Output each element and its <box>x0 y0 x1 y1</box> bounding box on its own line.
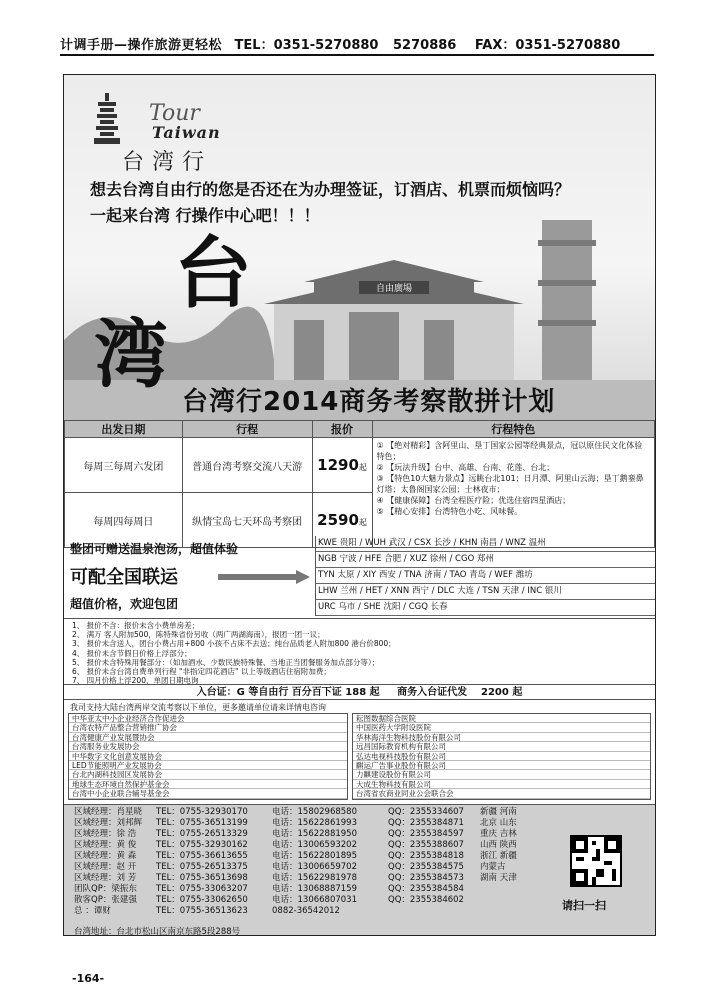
logo-taiwan-text: Taiwan <box>152 123 221 142</box>
list-item: 麒运广告事业股份有限公司 <box>353 761 650 770</box>
visa-label: 入台证：G 等自由行 百分百下证 188 起 <box>196 687 380 698</box>
list-item: 耘图数据综合医院 <box>353 714 650 723</box>
list-item: 远昌国际教育机构有限公司 <box>353 742 650 751</box>
note-item: 6、 报价未含台湾自费单列行程 "非指定四花酒店" 以上等级酒店住宿附加费； <box>72 667 331 677</box>
contact-row: 区域经理：刘邦辉 TEL：0755-36513199 电话：15622861993 QQ：2355384871 北京 山东 <box>74 818 517 828</box>
list-item: TYN 太原 / XIY 西安 / TNA 济南 / TAO 青岛 / WEF 潍坊 <box>316 568 655 584</box>
page-header <box>60 34 654 56</box>
contact-directory <box>64 804 655 935</box>
schedule-route: 普通台湾考察交流八天游 <box>182 438 312 493</box>
contact-row: 区域经理：赵 开 TEL：0755-26513375 电话：13006659702 QQ：2355384575 内蒙古 <box>74 862 506 872</box>
note-item: 3、 报价未含送人，团台小费占用+800 小孩不占床不去送；纯台品质老人附加800 港台价800； <box>72 639 396 649</box>
contact-row: 散客QP：张建强 TEL：0755-33062650 电话：13066807031 QQ：2355384602 <box>74 895 464 905</box>
advert-frame <box>63 74 656 936</box>
qr-code-icon <box>572 837 620 885</box>
orgs-list-right <box>352 713 651 800</box>
col-header-route: 行程 <box>182 421 312 438</box>
feature-item: ① 【绝对精彩】含阿里山、垦丁国家公园等经典景点，冠以原住民文化体验特色； <box>376 441 643 461</box>
schedule-route: 纵情宝岛七天环岛考察团 <box>182 493 312 548</box>
note-item: 5、 报价未含特殊用餐部分：（如加酒水、少数民族特殊餐、当地正当团餐服务加点部分等）； <box>72 657 380 667</box>
schedule-header-row <box>65 421 655 438</box>
page-number: -164- <box>72 972 105 985</box>
list-item: 中国医药大学附设医院 <box>353 723 650 732</box>
promo-hot-spring: 整团可赠送温泉泡汤，超值体验 <box>70 542 239 556</box>
contact-row: 团队QP：梁振东 TEL：0755-33063207 电话：13068887159 QQ：2355384584 <box>74 884 464 894</box>
hero-question-1: 想去台湾自由行的您是否还在为办理签证，订酒店、机票而烦恼吗？ <box>90 180 571 199</box>
contact-row: 区域经理：徐 浩 TEL：0755-26513329 电话：15622881950 QQ：2355384597 重庆 吉林 <box>74 829 517 839</box>
header-tel-2: 5270886 <box>393 38 457 53</box>
gate-plaque: 自由廣場 <box>375 284 413 294</box>
taiwan-tour-logo <box>94 93 244 173</box>
orgs-heading: 我司支持大陆台湾两岸交流考察以下单位，更多邀请单位请来详情电咨询 <box>70 703 326 712</box>
feature-item: ③ 【特色10大魅力景点】远眺台北101；日月潭、阿里山云海；垦丁鹅銮鼻灯塔；太鲁阁国家公园；士林夜市； <box>376 474 644 494</box>
col-header-features: 行程特色 <box>372 421 655 438</box>
orgs-list-left <box>68 713 348 800</box>
col-header-date: 出发日期 <box>65 421 183 438</box>
list-item: 中华亚太中小企业经济合作促进会 <box>69 714 347 723</box>
list-item: 台湾服务业发展协会 <box>69 742 347 751</box>
list-item: 大成生物科技有限公司 <box>353 780 650 789</box>
hero-title: 台湾行2014商务考察散拼计划 <box>182 387 556 417</box>
big-char-tai: 台 <box>174 228 253 319</box>
contact-row: 区域经理：黄 俊 TEL：0755-32930162 电话：13006593202 QQ：2355388607 山西 陕西 <box>74 840 517 850</box>
hero-banner <box>64 75 655 420</box>
price-unit: 起 <box>358 518 367 527</box>
feature-item: ④ 【健康保障】台湾全程医疗险；优选住宿四星酒店； <box>376 496 571 505</box>
list-item: URC 乌市 / SHE 沈阳 / CGQ 长春 <box>316 600 655 616</box>
hero-question-2: 一起来台湾 行操作中心吧！！！ <box>90 206 320 225</box>
contact-row: 区域经理：刘 芳 TEL：0755-36513698 电话：15622981978 QQ：2355384573 湖南 天津 <box>74 873 517 883</box>
list-item: LED节能照明产业发展协会 <box>69 761 347 770</box>
arrow-right-icon <box>218 570 310 584</box>
schedule-price: 2590 <box>317 511 359 529</box>
schedule-price: 1290 <box>317 456 359 474</box>
contact-row: 总 ：谭财 TEL：0755-36513623 0882-36542012 <box>74 906 340 916</box>
qr-caption: 请扫一扫 <box>562 899 606 912</box>
note-item: 1、 报价不含：报价未含小费单房差； <box>72 621 200 630</box>
list-item: NGB 宁波 / HFE 合肥 / XUZ 徐州 / CGO 郑州 <box>316 552 655 568</box>
list-item: 中华数字文化创意发展协会 <box>69 752 347 761</box>
big-char-wan: 湾 <box>94 312 168 398</box>
list-item: 台湾健康产业发展暨协会 <box>69 733 347 742</box>
header-fax: FAX：0351-5270880 <box>474 38 621 53</box>
contact-row: 区域经理：肖星晓 TEL：0755-32930170 电话：15802968580 QQ：2355334607 新疆 河南 <box>74 807 517 817</box>
logo-chinese-text: 台湾行 <box>122 150 213 175</box>
list-item: 台北内湖科技园区发展协会 <box>69 770 347 779</box>
note-item: 7、 四月价格上浮200，单团日期电询 <box>72 676 199 686</box>
note-item: 2、 满万 客人附加500，陈特殊省份另收（两广两湖海南），报团一团一议； <box>72 630 325 640</box>
list-item: KWE 贵阳 / WUH 武汉 / CSX 长沙 / KHN 南昌 / WNZ 温州 <box>316 536 655 552</box>
list-item: 台湾农特产品整合营销推广协会 <box>69 723 347 732</box>
visa-agent: 商务入台证代发 <box>397 687 468 698</box>
list-item: 台湾中小企业联合辅导基金会 <box>69 789 347 798</box>
pagoda-icon <box>94 93 120 148</box>
office-address: 台湾地址：台北市松山区南京东路5段288号 <box>74 927 241 936</box>
header-slogan: 计调手册—操作旅游更轻松 <box>60 38 223 53</box>
promo-national-transport: 可配全国联运 <box>70 567 178 588</box>
list-item: 台湾省农商业同业公会联合会 <box>353 789 650 798</box>
logo-tour-text: Tour <box>149 101 200 126</box>
price-unit: 起 <box>358 463 367 472</box>
schedule-date: 每周四每周日 <box>65 493 183 548</box>
schedule-price-cell <box>312 438 372 493</box>
list-item: LHW 兰州 / HET / XNN 西宁 / DLC 大连 / TSN 天津 / INC 银川 <box>316 584 655 600</box>
col-header-price: 报价 <box>312 421 372 438</box>
qr-code[interactable] <box>570 835 622 887</box>
schedule-table <box>64 420 655 548</box>
schedule-date: 每周三每周六发团 <box>65 438 183 493</box>
feature-item: ⑤ 【精心安排】台湾特色小吃、风味餐。 <box>376 507 523 516</box>
memorial-gate <box>264 260 524 384</box>
note-item: 4、 报价未含节假日价格上浮部分； <box>72 648 192 658</box>
contact-row: 区域经理：黄 森 TEL：0755-36613655 电话：15622801895 QQ：2355384818 浙江 新疆 <box>74 851 517 861</box>
schedule-features <box>372 438 655 548</box>
list-item: 力麒建设股份有限公司 <box>353 770 650 779</box>
header-tel: TEL：0351-5270880 <box>234 38 379 53</box>
promo-box <box>64 536 316 616</box>
promo-group-price: 超值价格，欢迎包团 <box>70 597 179 611</box>
visa-agent-price: 2200 起 <box>481 687 523 698</box>
list-item: 弘达电视科技股份有限公司 <box>353 752 650 761</box>
table-row <box>65 438 655 493</box>
visa-service-line <box>64 684 655 700</box>
list-item: 地球生态环境自然保护基金会 <box>69 780 347 789</box>
price-notes <box>64 618 655 684</box>
connecting-cities <box>316 536 655 616</box>
feature-item: ② 【玩法升级】台中、高雄、台南、花莲、台北； <box>376 463 555 472</box>
list-item: 华林海洋生物科技股份有限公司 <box>353 733 650 742</box>
